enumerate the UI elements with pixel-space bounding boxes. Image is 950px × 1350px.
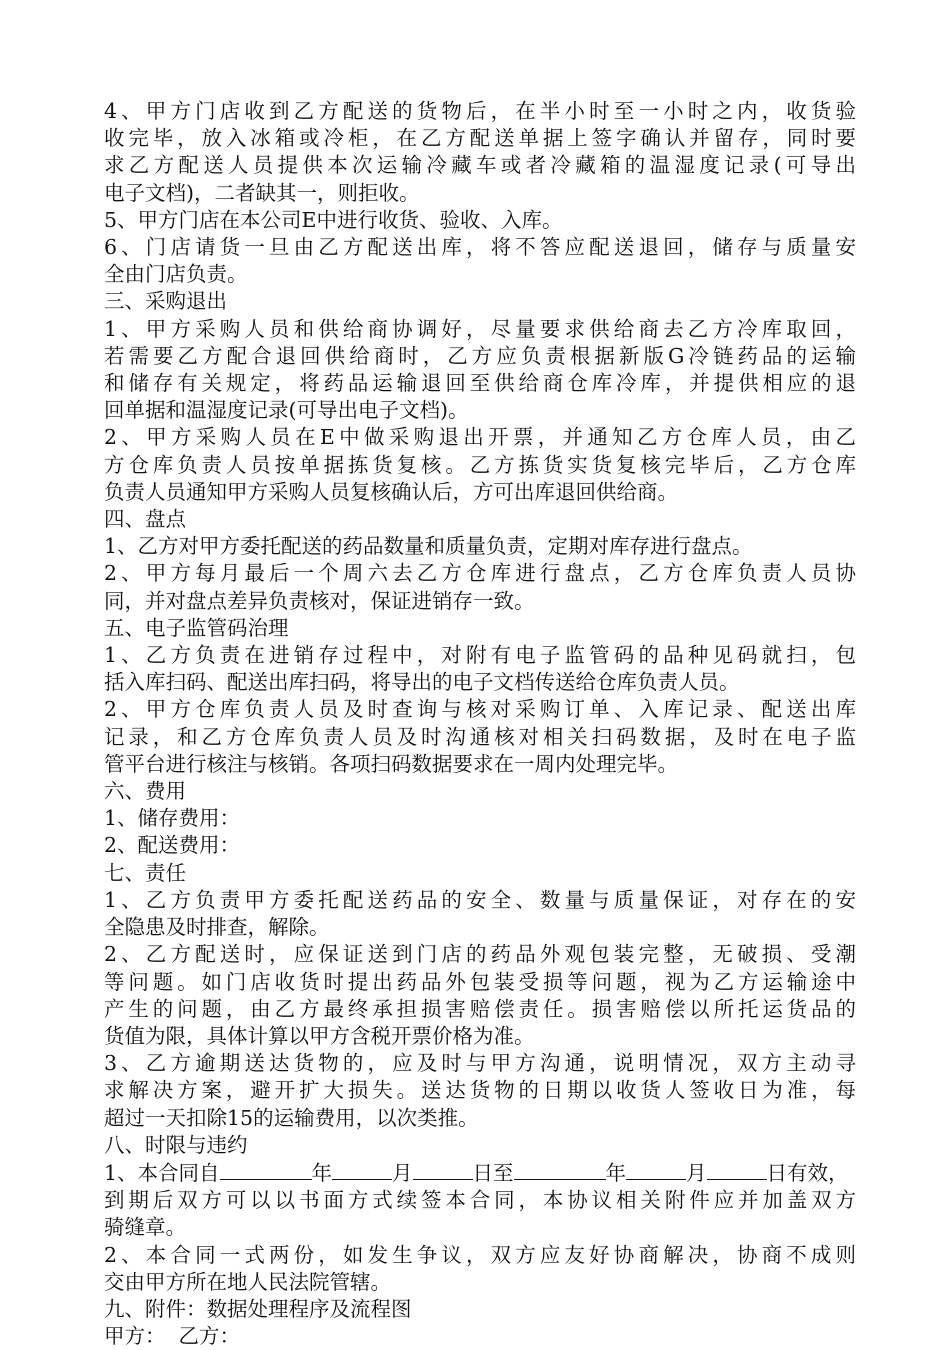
- text-line: 产生的问题，由乙方最终承担损害赔偿责任。损害赔偿以所托运货品的: [104, 996, 856, 1021]
- text-line: 括入库扫码、配送出库扫码，将导出的电子文档传送给仓库负责人员。: [104, 670, 740, 695]
- text-line: 交由甲方所在地人民法院管辖。: [104, 1269, 391, 1294]
- paragraph: [104, 98, 856, 207]
- blank-field[interactable]: [413, 1159, 473, 1180]
- paragraph: [104, 316, 856, 425]
- section-heading: 三、采购退出: [104, 289, 227, 314]
- paragraph: [104, 696, 856, 778]
- storage-fee-line: 1、储存费用：: [104, 806, 241, 831]
- paragraph: [104, 560, 856, 614]
- text-line: 3、乙方逾期送达货物的，应及时与甲方沟通，说明情况，双方主动寻: [104, 1051, 856, 1076]
- text-line: 2、甲方仓库负责人员及时查询与核对采购订单、入库记录、配送出库: [104, 697, 856, 722]
- paragraph: [104, 642, 856, 696]
- section-heading: 六、费用: [104, 779, 186, 804]
- text-line: 电子文档)，二者缺其一，则拒收。: [104, 180, 420, 205]
- blank-field[interactable]: [220, 1159, 312, 1180]
- paragraph: [104, 1242, 856, 1296]
- text-line: 同，并对盘点差异负责核对，保证进销存一致。: [104, 588, 535, 613]
- text-line: 1、乙方负责甲方委托配送药品的安全、数量与质量保证，对存在的安: [104, 887, 856, 912]
- section-heading: 五、电子监管码治理: [104, 615, 289, 640]
- signature-line: 甲方： 乙方：: [104, 1324, 241, 1349]
- paragraph: [104, 887, 856, 941]
- text-line: 全由门店负责。: [104, 262, 248, 287]
- text-line: 1、乙方负责在进销存过程中，对附有电子监管码的品种见码就扫，包: [104, 643, 856, 668]
- text-line: 回单据和温湿度记录(可导出电子文档)。: [104, 398, 469, 423]
- text-line: 2、甲方每月最后一个周六去乙方仓库进行盘点，乙方仓库负责人员协: [104, 561, 856, 586]
- text-line: 和储存有关规定，将药品运输退回至供给商仓库冷库，并提供相应的退: [104, 371, 856, 396]
- text-line: 1、乙方对甲方委托配送的药品数量和质量负责，定期对库存进行盘点。: [104, 534, 753, 559]
- text-line: 方仓库负责人员按单据拣货复核。乙方拣货实货复核完毕后，乙方仓库: [104, 452, 856, 477]
- text-line: 管平台进行核注与核销。各项扫码数据要求在一周内处理完毕。: [104, 751, 678, 776]
- blank-field[interactable]: [626, 1159, 686, 1180]
- text-line: 求乙方配送人员提供本次运输冷藏车或者冷藏箱的温湿度记录(可导出: [104, 153, 856, 178]
- text-line: 2、甲方采购人员在E中做采购退出开票，并通知乙方仓库人员，由乙: [104, 425, 856, 450]
- text-line: 若需要乙方配合退回供给商时，乙方应负责根据新版G冷链药品的运输: [104, 343, 856, 368]
- paragraph: [104, 424, 856, 506]
- text-line: 求解决方案，避开扩大损失。送达货物的日期以收货人签收日为准，每: [104, 1078, 856, 1103]
- text-line: 全隐患及时排查，解除。: [104, 915, 330, 940]
- text-line: 1、甲方采购人员和供给商协调好，尽量要求供给商去乙方冷库取回，: [104, 316, 856, 341]
- text-line: 记录，和乙方仓库负责人员及时沟通核对相关扫码数据，及时在电子监: [104, 724, 856, 749]
- text-line: 2、本合同一式两份，如发生争议，双方应友好协商解决，协商不成则: [104, 1242, 856, 1267]
- blank-field[interactable]: [707, 1159, 767, 1180]
- paragraph: [104, 234, 856, 288]
- document-page: [104, 98, 856, 1350]
- text-line: 等问题。如门店收货时提出药品外包装受损等问题，视为乙方运输途中: [104, 969, 856, 994]
- text-line: 4、甲方门店收到乙方配送的货物后，在半小时至一小时之内，收货验: [104, 99, 856, 123]
- blank-field[interactable]: [332, 1159, 392, 1180]
- section-heading: 八、时限与违约: [104, 1132, 248, 1157]
- text-line: 2、乙方配送时，应保证送到门店的药品外观包装完整，无破损、受潮: [104, 942, 856, 967]
- delivery-fee-line: 2、配送费用：: [104, 833, 241, 858]
- paragraph: [104, 1050, 856, 1132]
- section-heading: 四、盘点: [104, 507, 186, 532]
- text-line: 5、甲方门店在本公司E中进行收货、验收、入库。: [104, 207, 563, 232]
- text-line: 货值为限，具体计算以甲方含税开票价格为准。: [104, 1023, 535, 1048]
- text-line: 6、门店请货一旦由乙方配送出库，将不答应配送退回，储存与质量安: [104, 235, 856, 260]
- text-line: 到期后双方可以以书面方式续签本合同，本协议相关附件应并加盖双方: [104, 1188, 856, 1213]
- blank-field[interactable]: [514, 1159, 606, 1180]
- text-line: 负责人员通知甲方采购人员复核确认后，方可出库退回供给商。: [104, 479, 678, 504]
- text-line: 收完毕，放入冰箱或冷柜，在乙方配送单据上签字确认并留存，同时要: [104, 126, 856, 151]
- term-line: 1、本合同自 年 月 日至 年 月 日有效，: [104, 1160, 849, 1185]
- section-heading: 七、责任: [104, 860, 186, 885]
- text-line: 骑缝章。: [104, 1215, 186, 1240]
- section-heading: 九、附件：数据处理程序及流程图: [104, 1296, 412, 1321]
- paragraph: [104, 941, 856, 1050]
- paragraph: [104, 1187, 856, 1241]
- text-line: 超过一天扣除15的运输费用，以次类推。: [104, 1105, 479, 1130]
